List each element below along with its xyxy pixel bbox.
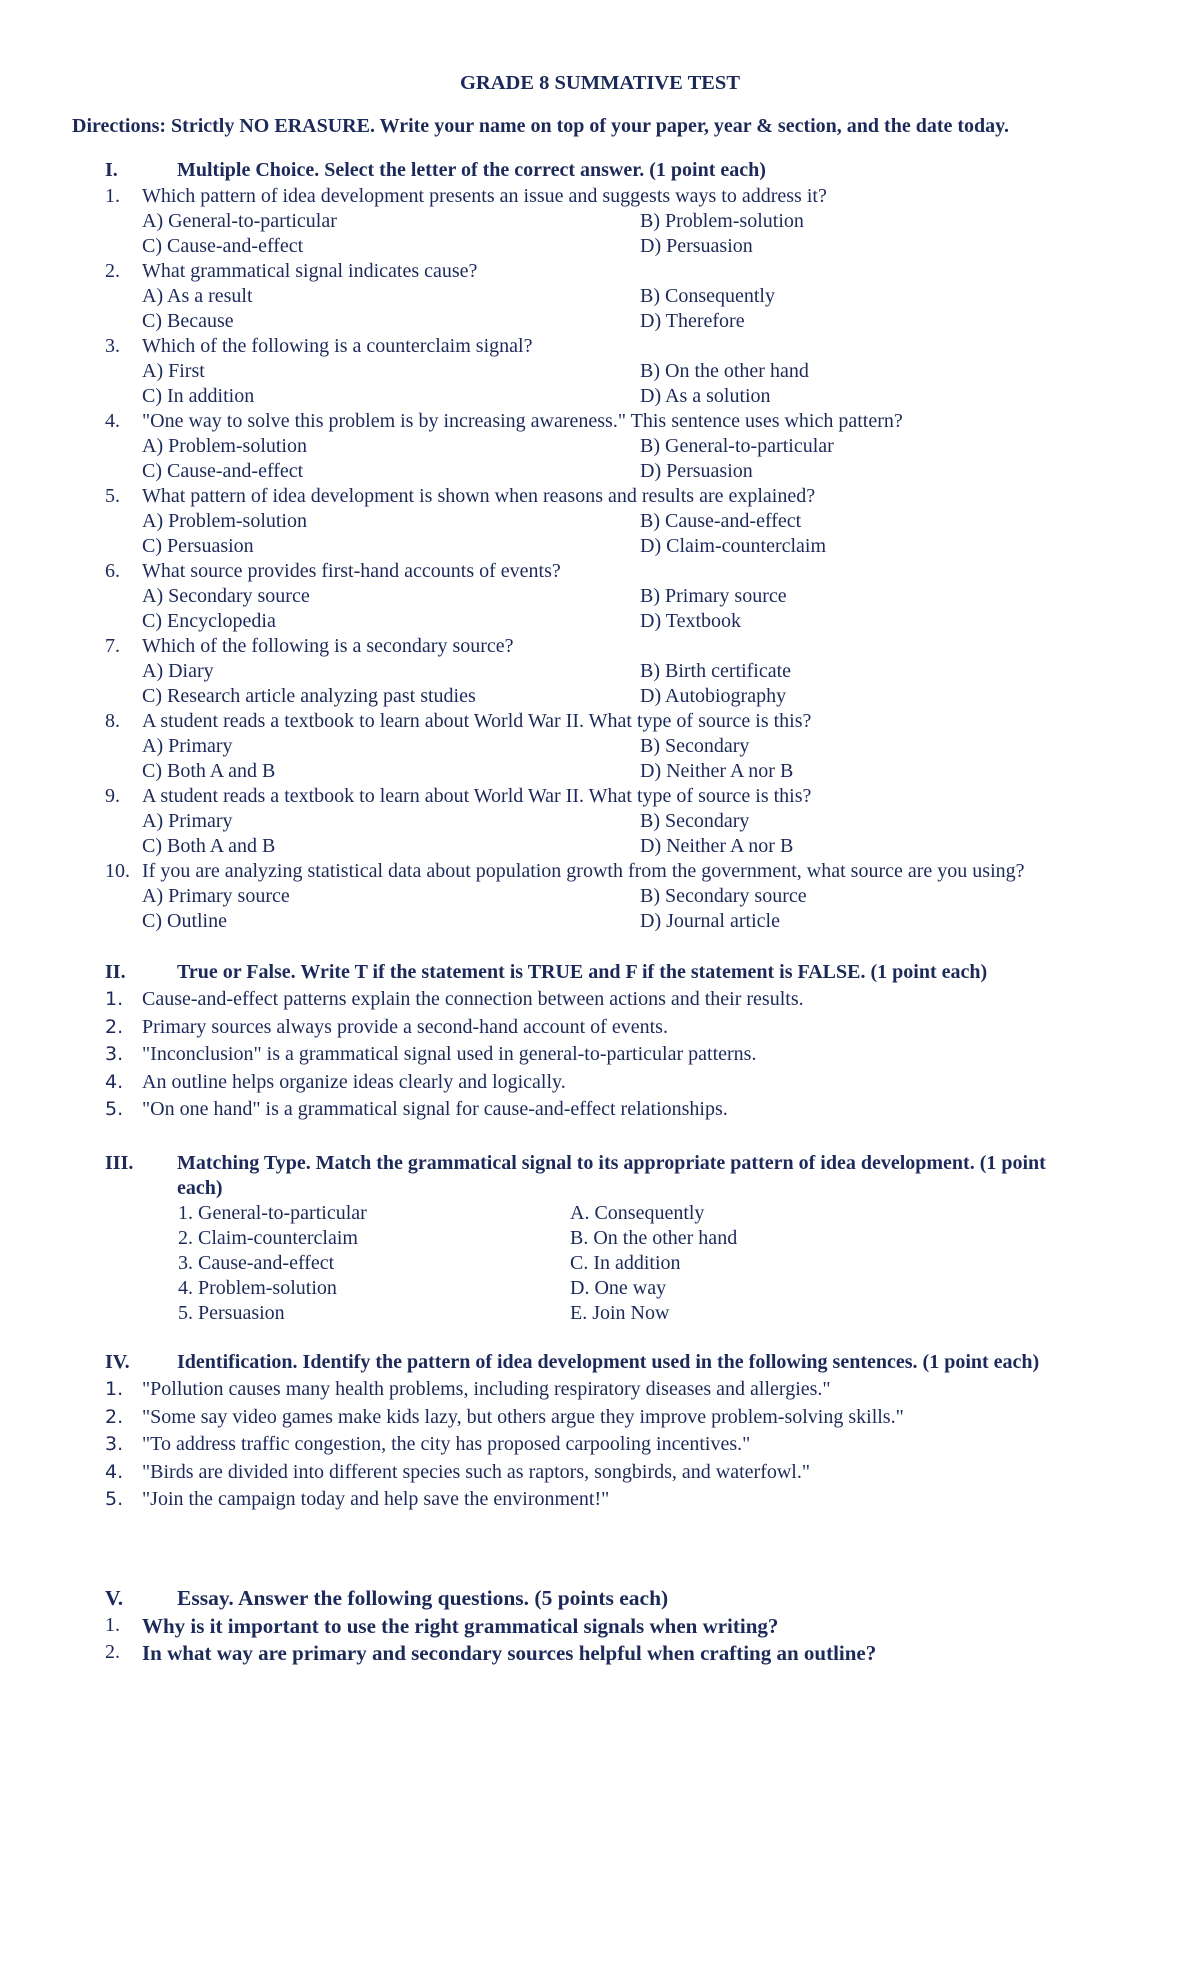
choice-a: A) Secondary source (142, 585, 310, 607)
question-text: "One way to solve this problem is by increasing awareness." This sentence uses which pattern? (142, 410, 903, 432)
statement: Cause-and-effect patterns explain the connection between actions and their results. (142, 988, 804, 1010)
choice-c: C) Encyclopedia (142, 610, 276, 632)
question-text: Which pattern of idea development presents an issue and suggests ways to address it? (142, 185, 827, 207)
question-number: 10. (105, 860, 130, 882)
choice-d: D) Neither A nor B (640, 835, 794, 857)
choice-c: C) Both A and B (142, 835, 276, 857)
choice-b: B) Secondary (640, 735, 750, 757)
item-number: 4. (105, 1460, 124, 1483)
choice-a: A) Primary (142, 810, 233, 832)
choice-c: C) In addition (142, 385, 255, 407)
choice-c: C) Research article analyzing past studies (142, 685, 476, 707)
choice-c: C) Because (142, 310, 234, 332)
choice-b: B) Secondary source (640, 885, 807, 907)
choice-d: D) Neither A nor B (640, 760, 794, 782)
item-number: 3. (105, 1043, 124, 1065)
choice-d: D) Therefore (640, 310, 745, 332)
item-number: 1. (105, 988, 124, 1010)
question-text: A student reads a textbook to learn about World War II. What type of source is this? (142, 785, 812, 807)
choice-b: B) Cause-and-effect (640, 510, 802, 532)
match-pattern: 5. Persuasion (178, 1302, 285, 1324)
section-numeral: IV. (105, 1351, 130, 1373)
choice-a: A) Problem-solution (142, 435, 307, 457)
choice-a: A) Problem-solution (142, 510, 307, 532)
section-title: Essay. Answer the following questions. (5 points each) (177, 1586, 669, 1610)
item-number: 4. (105, 1070, 124, 1093)
choice-a: A) First (142, 360, 205, 382)
item-number: 3. (105, 1433, 124, 1455)
section-numeral: I. (105, 159, 118, 181)
question-text: Which of the following is a counterclaim signal? (142, 335, 533, 357)
question-text: Which of the following is a secondary source? (142, 635, 514, 657)
choice-d: D) Persuasion (640, 460, 753, 482)
question-number: 4. (105, 410, 120, 432)
choice-d: D) Textbook (640, 610, 741, 632)
question-number: 9. (105, 785, 120, 807)
statement: Primary sources always provide a second-hand account of events. (142, 1015, 668, 1038)
choice-a: A) General-to-particular (142, 210, 337, 232)
item-number: 2. (105, 1015, 124, 1038)
match-signal: D. One way (570, 1277, 667, 1299)
question-number: 3. (105, 335, 120, 357)
statement: An outline helps organize ideas clearly and logically. (142, 1070, 566, 1093)
sentence: "Some say video games make kids lazy, but others argue they improve problem-solving skills." (142, 1405, 904, 1428)
choice-c: C) Outline (142, 910, 227, 932)
choice-d: D) Persuasion (640, 235, 753, 257)
item-number: 5. (105, 1098, 124, 1120)
choice-a: A) Primary (142, 735, 233, 757)
question-text: What source provides first-hand accounts of events? (142, 560, 561, 582)
sentence: "To address traffic congestion, the city has proposed carpooling incentives." (142, 1433, 751, 1455)
essay-question: Why is it important to use the right grammatical signals when writing? (142, 1614, 779, 1638)
question-number: 8. (105, 710, 120, 732)
choice-b: B) Secondary (640, 810, 750, 832)
match-signal: E. Join Now (570, 1302, 670, 1324)
choice-d: D) As a solution (640, 385, 771, 407)
section-title-cont: each) (177, 1177, 223, 1199)
section-title: Multiple Choice. Select the letter of the correct answer. (1 point each) (177, 159, 766, 181)
page-title: GRADE 8 SUMMATIVE TEST (459, 72, 741, 94)
question-number: 5. (105, 485, 120, 507)
choice-b: B) On the other hand (640, 360, 809, 382)
essay-question: In what way are primary and secondary sources helpful when crafting an outline? (142, 1641, 877, 1665)
choice-a: A) As a result (142, 285, 253, 307)
essay-number: 1. (105, 1614, 120, 1636)
match-signal: C. In addition (570, 1252, 681, 1274)
item-number: 2. (105, 1405, 124, 1428)
match-pattern: 3. Cause-and-effect (178, 1252, 335, 1274)
statement: "Inconclusion" is a grammatical signal used in general-to-particular patterns. (142, 1043, 757, 1065)
match-pattern: 1. General-to-particular (178, 1202, 367, 1224)
choice-b: B) General-to-particular (640, 435, 834, 457)
question-number: 7. (105, 635, 120, 657)
choice-d: D) Claim-counterclaim (640, 535, 827, 557)
choice-b: B) Birth certificate (640, 660, 792, 682)
choice-c: C) Cause-and-effect (142, 460, 304, 482)
section-title: True or False. Write T if the statement is TRUE and F if the statement is FALSE. (1 point each) (177, 961, 988, 983)
choice-a: A) Primary source (142, 885, 290, 907)
question-number: 6. (105, 560, 120, 582)
choice-d: D) Journal article (640, 910, 780, 932)
match-pattern: 4. Problem-solution (178, 1277, 337, 1299)
question-text: A student reads a textbook to learn about World War II. What type of source is this? (142, 710, 812, 732)
choice-b: B) Consequently (640, 285, 775, 307)
choice-c: C) Cause-and-effect (142, 235, 304, 257)
choice-d: D) Autobiography (640, 685, 787, 707)
match-signal: B. On the other hand (570, 1227, 738, 1249)
essay-number: 2. (105, 1641, 120, 1663)
question-number: 1. (105, 185, 120, 207)
choice-c: C) Persuasion (142, 535, 254, 557)
section-numeral: III. (105, 1152, 134, 1174)
sentence: "Birds are divided into different species such as raptors, songbirds, and waterfowl." (142, 1460, 811, 1483)
question-text: What grammatical signal indicates cause? (142, 260, 478, 282)
question-text: If you are analyzing statistical data about population growth from the government, what source are you using? (142, 860, 1025, 882)
item-number: 5. (105, 1488, 124, 1510)
question-text: What pattern of idea development is shown when reasons and results are explained? (142, 485, 816, 507)
directions: Directions: Strictly NO ERASURE. Write your name on top of your paper, year & section, and the date today. (72, 115, 1010, 137)
choice-a: A) Diary (142, 660, 214, 682)
choice-c: C) Both A and B (142, 760, 276, 782)
section-numeral: V. (105, 1586, 124, 1610)
statement: "On one hand" is a grammatical signal for cause-and-effect relationships. (142, 1098, 728, 1120)
section-title: Matching Type. Match the grammatical signal to its appropriate pattern of idea development. (1 point (177, 1152, 1046, 1174)
section-title: Identification. Identify the pattern of idea development used in the following sentences. (1 point each) (177, 1351, 1040, 1373)
match-pattern: 2. Claim-counterclaim (178, 1227, 358, 1249)
choice-b: B) Primary source (640, 585, 787, 607)
question-number: 2. (105, 260, 120, 282)
match-signal: A. Consequently (570, 1202, 705, 1224)
section-numeral: II. (105, 961, 126, 983)
choice-b: B) Problem-solution (640, 210, 804, 232)
sentence: "Pollution causes many health problems, including respiratory diseases and allergies." (142, 1378, 831, 1400)
item-number: 1. (105, 1378, 124, 1400)
sentence: "Join the campaign today and help save the environment!" (142, 1488, 610, 1510)
